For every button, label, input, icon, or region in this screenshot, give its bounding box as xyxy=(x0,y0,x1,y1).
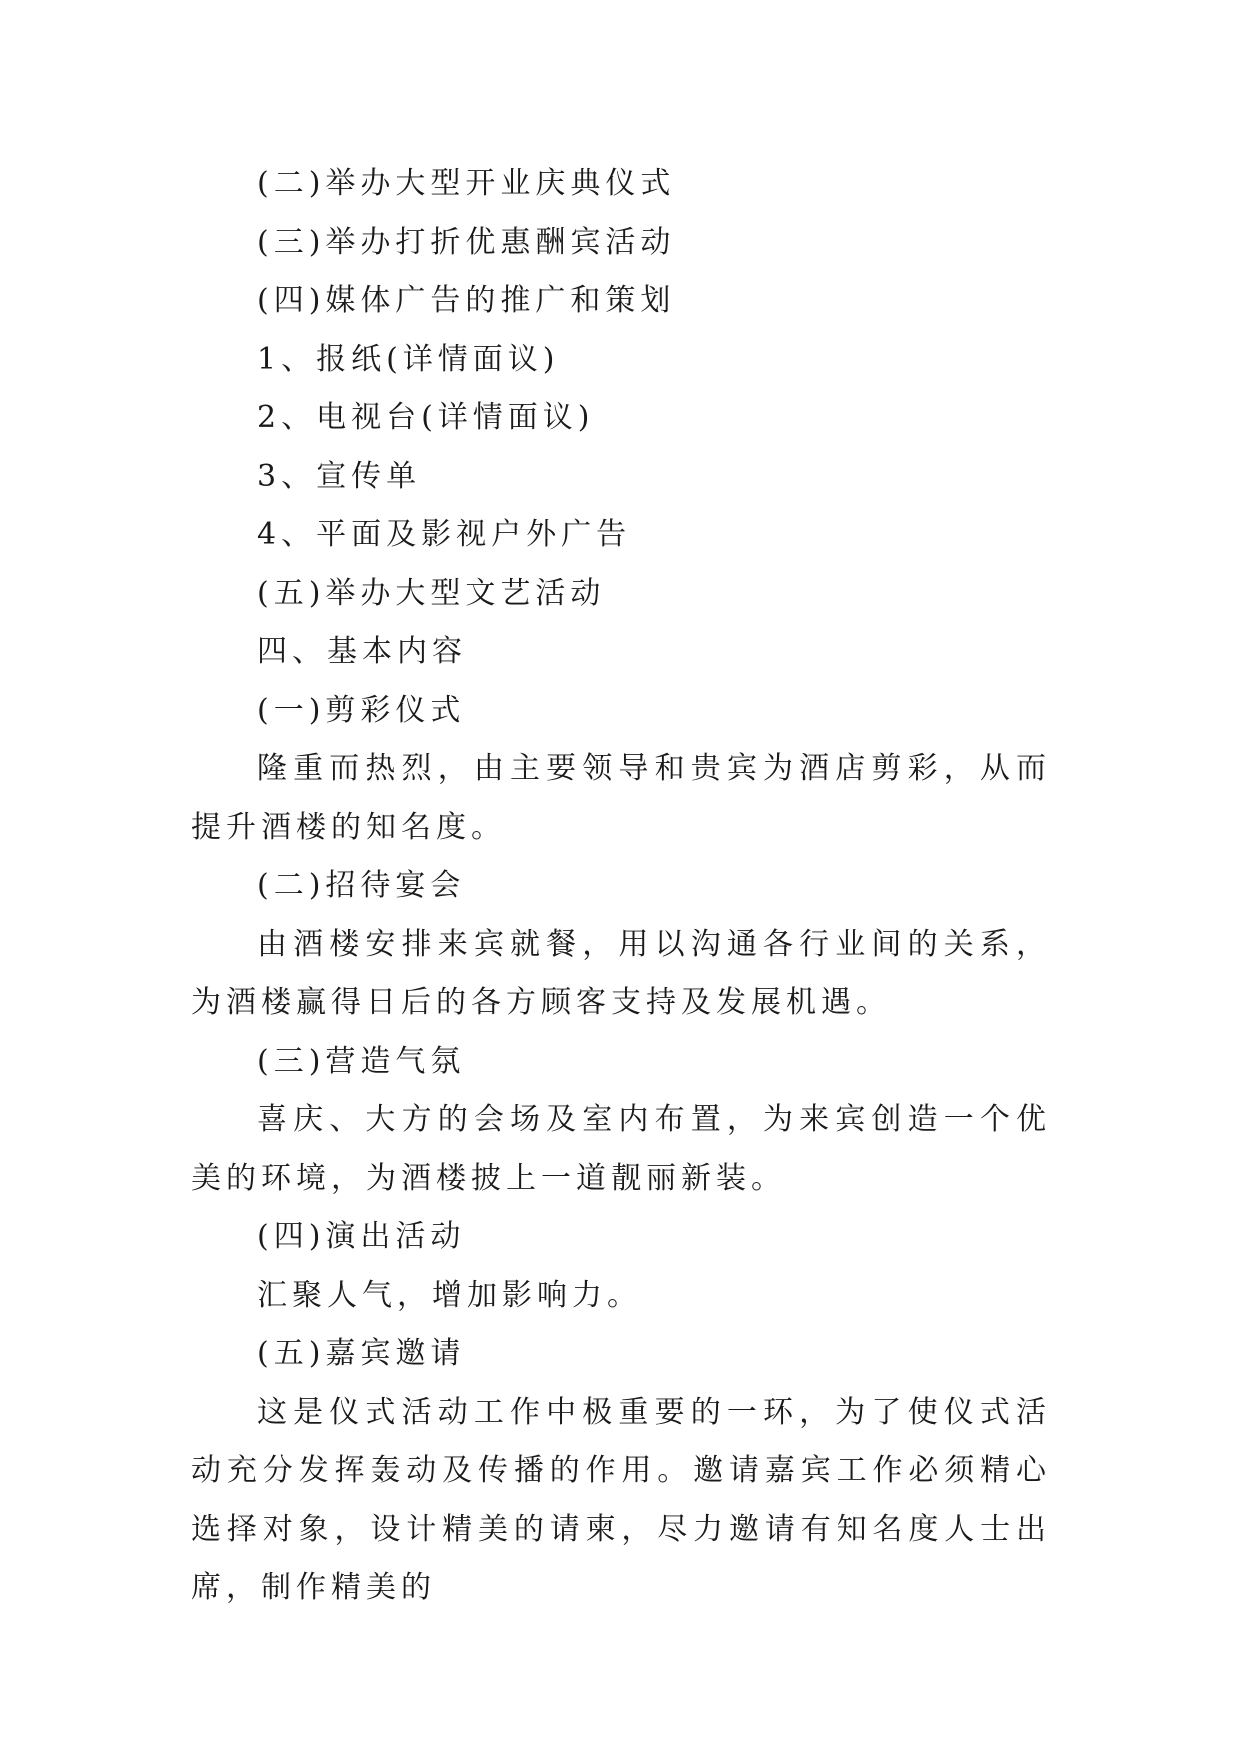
paragraph-guest-invitation: 这是仪式活动工作中极重要的一环，为了使仪式活动充分发挥轰动及传播的作用。邀请嘉宾工作必须精心选择对象，设计精美的请柬，尽力邀请有知名度人士出席，制作精美的 xyxy=(191,1394,1051,1605)
list-item-opening-ceremony: (二)举办大型开业庆典仪式 xyxy=(257,166,676,201)
list-item-discount-event: (三)举办打折优惠酬宾活动 xyxy=(257,224,676,260)
list-item-art-event: (五)举办大型文艺活动 xyxy=(257,575,606,611)
paragraph-performance: 汇聚人气，增加影响力。 xyxy=(257,1277,642,1313)
list-item-newspaper: 1、报纸(详情面议) xyxy=(257,341,560,377)
paragraph-atmosphere: 喜庆、大方的会场及室内布置，为来宾创造一个优美的环境，为酒楼披上一道靓丽新装。 xyxy=(191,1102,1051,1196)
list-item-television: 2、电视台(详情面议) xyxy=(257,400,595,435)
subheading-ribbon-cutting: (一)剪彩仪式 xyxy=(257,692,466,728)
list-item-flyers: 3、宣传单 xyxy=(257,458,422,494)
section-heading-basic-content: 四、基本内容 xyxy=(257,634,467,669)
subheading-guest-invitation: (五)嘉宾邀请 xyxy=(257,1336,466,1371)
list-item-media-advertising: (四)媒体广告的推广和策划 xyxy=(257,283,676,318)
subheading-banquet: (二)招待宴会 xyxy=(257,868,466,903)
paragraph-banquet: 由酒楼安排来宾就餐，用以沟通各行业间的关系，为酒楼赢得日后的各方顾客支持及发展机遇。 xyxy=(191,926,1051,1020)
subheading-performance: (四)演出活动 xyxy=(257,1219,466,1254)
list-item-outdoor-ads: 4、平面及影视户外广告 xyxy=(257,517,632,552)
paragraph-ribbon-cutting: 隆重而热烈，由主要领导和贵宾为酒店剪彩，从而提升酒楼的知名度。 xyxy=(191,751,1051,845)
document-body xyxy=(191,155,1051,1618)
subheading-atmosphere: (三)营造气氛 xyxy=(257,1043,466,1079)
